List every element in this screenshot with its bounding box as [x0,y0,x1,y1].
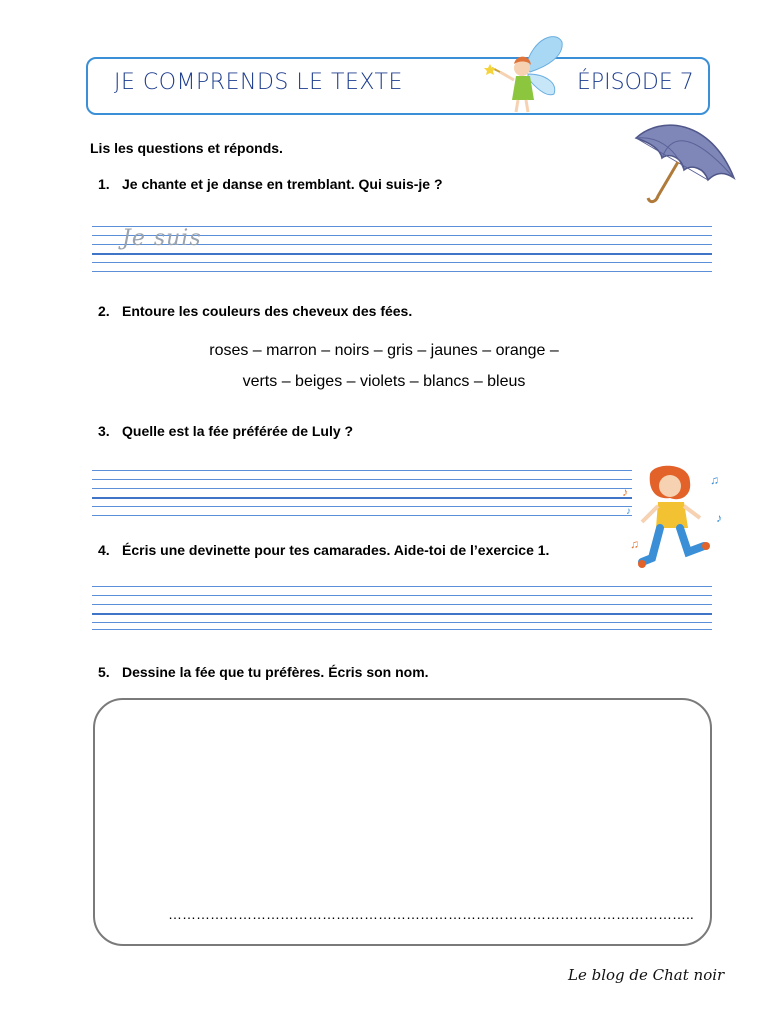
fairy-illustration [478,28,568,118]
footer-credit: Le blog de Chat noir [568,966,725,984]
question-1 [98,176,443,192]
color-list-line-1[interactable]: roses – marron – noirs – gris – jaunes – orange – [209,342,559,359]
question-text: Dessine la fée que tu préfères. Écris son nom. [122,664,429,680]
answer-prompt: Je suis [122,226,202,251]
question-4 [98,542,549,558]
episode-label: ÉPISODE 7 [577,70,694,95]
color-list-line-2[interactable]: verts – beiges – violets – blancs – bleus [242,373,526,390]
question-number: 5. [98,664,110,680]
question-text: Entoure les couleurs des cheveux des fées. [122,303,413,319]
instruction-text: Lis les questions et réponds. [90,140,283,156]
question-number: 3. [98,423,110,439]
question-number: 1. [98,176,110,192]
question-text: Quelle est la fée préférée de Luly ? [122,423,354,439]
question-text: Écris une devinette pour tes camarades. Aide-toi de l’exercice 1. [122,542,550,558]
question-number: 4. [98,542,110,558]
umbrella-illustration [630,118,740,213]
svg-text:♫: ♫ [710,473,719,487]
svg-text:♫: ♫ [630,537,639,551]
svg-text:♪: ♪ [622,485,628,499]
question-5 [98,664,429,680]
page-title: JE COMPRENDS LE TEXTE [114,70,403,95]
dancing-girl-illustration [620,462,730,577]
svg-text:♪: ♪ [626,506,631,517]
question-3 [98,423,353,439]
name-line[interactable]: ………………………………………………………………………………………………….. [168,906,694,922]
question-2 [98,303,412,319]
question-text: Je chante et je danse en tremblant. Qui suis-je ? [122,176,443,192]
svg-text:♪: ♪ [716,511,722,525]
question-number: 2. [98,303,110,319]
